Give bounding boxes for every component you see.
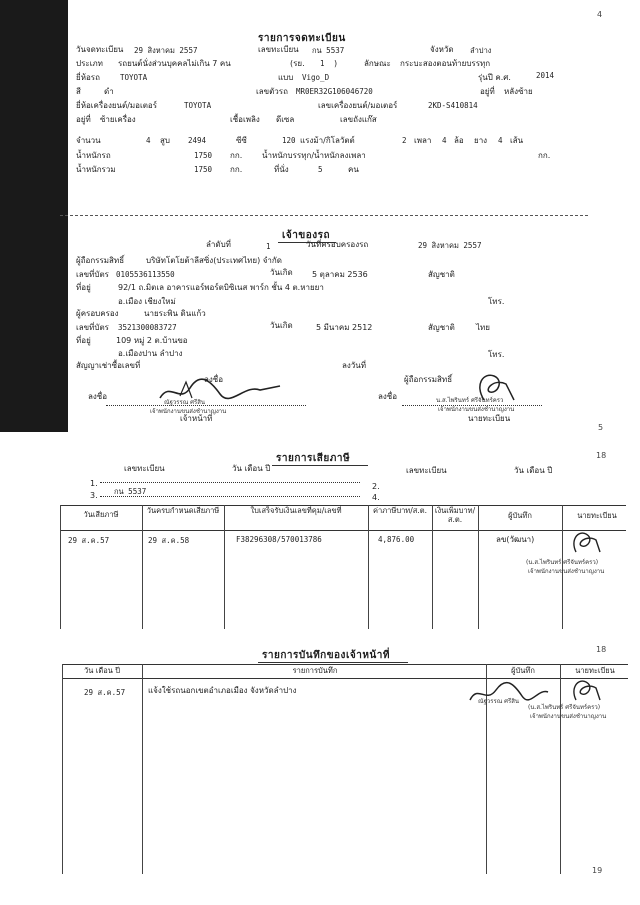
record-date: 29 ส.ค.57	[84, 688, 126, 697]
province-value: ลำปาง	[470, 46, 492, 55]
reg-date-value: 29 สิงหาคม 2557	[134, 46, 198, 55]
page-number-officer: 18	[596, 645, 607, 654]
cylinders-label: สูบ	[160, 136, 170, 145]
tax-amount: 4,876.00	[378, 535, 415, 544]
tax-index-4: 4.	[372, 493, 380, 502]
tax-col-border-5	[478, 505, 479, 629]
sign-label-right: ลงชื่อ	[378, 392, 398, 401]
tax-col-recorder: ผู้บันทึก	[508, 511, 532, 520]
records-col-border-1	[142, 664, 143, 874]
card2-label: เลขที่บัตร	[76, 323, 109, 332]
tel2-label: โทร.	[488, 350, 505, 359]
tires-unit: เส้น	[510, 136, 524, 145]
tax-col-border-0	[60, 505, 61, 629]
address-line-2: อ.เมือง เชียงใหม่	[118, 297, 176, 306]
page-number-tax: 18	[596, 451, 607, 460]
tax-col-amount: ค่าภาษีบาท/ส.ต.	[373, 506, 427, 515]
chassis-location-value: หลังซ้าย	[504, 87, 533, 96]
records-table-header-bottom	[62, 678, 628, 679]
cylinders-value: 4	[146, 136, 151, 145]
body-type-label: ลักษณะ	[364, 59, 391, 68]
total-weight-unit: กก.	[230, 165, 243, 174]
records-col-recorder: ผู้บันทึก	[511, 666, 535, 675]
address2-line-1: 109 หมู่ 2 ต.บ้านขอ	[116, 336, 188, 345]
records-col-border-3	[560, 664, 561, 874]
engine-number-value: 2KD-S410814	[428, 101, 478, 110]
tires-value: 4	[498, 136, 503, 145]
wheels-label: ล้อ	[454, 136, 464, 145]
card-value: 0105536113550	[116, 270, 175, 279]
address-line-1: 92/1 ถ.มิตเล อาคารแอร์พอร์ตบิซิเนส พาร์ก ชั้น 4 ต.หายยา	[118, 283, 324, 292]
brand-value: TOYOTA	[120, 73, 148, 82]
address2-label: ที่อยู่	[76, 336, 91, 345]
load-weight-unit: กก.	[538, 151, 551, 160]
sign-label-officer: ลงชื่อ	[204, 375, 224, 384]
ry-label: (รย.	[290, 59, 305, 68]
tax-col-due: วันครบกำหนดเสียภาษี	[146, 506, 220, 515]
tax-index-1: 1.	[90, 479, 98, 488]
tax-title: รายการเสียภาษี	[276, 453, 351, 464]
tax-index-2: 2.	[372, 482, 380, 491]
card-label: เลขที่บัตร	[76, 270, 109, 279]
birth2-label: วันเกิด	[270, 321, 293, 330]
chassis-location-label: อยู่ที่	[480, 87, 495, 96]
ry-value: 1	[320, 59, 325, 68]
seats-label: ที่นั่ง	[274, 165, 289, 174]
tax-registrar-sub: เจ้าพนักงานขนส่งชำนาญงาน	[528, 568, 605, 575]
officer-sign-line	[106, 405, 306, 406]
seats-value: 5	[318, 165, 323, 174]
occupant-label: ผู้ครอบครอง	[76, 309, 119, 318]
page-number-bottom: 19	[592, 866, 603, 875]
type-value: รถยนต์นั่งส่วนบุคคลไม่เกิน 7 คน	[118, 59, 231, 68]
plate-value: กน 5537	[312, 46, 345, 55]
registration-title: รายการจดทะเบียน	[258, 33, 346, 44]
province-label: จังหวัด	[430, 45, 454, 54]
contract-label: สัญญาเช่าซื้อเลขที่	[76, 361, 141, 370]
officer-records-title: รายการบันทึกของเจ้าหน้าที่	[262, 650, 390, 661]
nationality2-value: ไทย	[476, 323, 490, 332]
contract-date-label: ลงวันที่	[342, 361, 367, 370]
engine-location-label: อยู่ที่	[76, 115, 91, 124]
total-weight-label: น้ำหนักรวม	[76, 165, 116, 174]
model-value: Vigo_D	[302, 73, 330, 82]
cc-value: 2494	[188, 136, 207, 145]
tax-date-header-1: วัน เดือน ปี	[232, 464, 271, 473]
birth-value: 5 ตุลาคม 2536	[312, 270, 368, 279]
model-label: แบบ	[278, 73, 294, 82]
model-year-label: รุ่นปี ค.ศ.	[478, 73, 511, 82]
tax-col-border-2	[224, 505, 225, 629]
occupant-value: นายระพิน ดินแก้ว	[144, 309, 206, 318]
tax-paid-date: 29 ส.ค.57	[68, 536, 110, 545]
record-registrar-signature	[566, 676, 606, 704]
possession-date-value: 29 สิงหาคม 2557	[418, 241, 482, 250]
records-col-date: วัน เดือน ปี	[84, 666, 120, 675]
sign-label-left: ลงชื่อ	[88, 392, 108, 401]
tax-plate-value: กน 5537	[114, 487, 147, 496]
reg-date-label: วันจดทะเบียน	[76, 45, 124, 54]
registrar-sign-line	[402, 405, 542, 406]
total-weight-value: 1750	[194, 165, 213, 174]
ry-close: )	[334, 59, 338, 68]
records-table-top	[62, 664, 628, 665]
engine-brand-value: TOYOTA	[184, 101, 212, 110]
engine-location-value: ซ้ายเครื่อง	[100, 115, 136, 124]
holder-label: ผู้ถือกรรมสิทธิ์	[76, 256, 125, 265]
hp-value: 120	[282, 136, 296, 145]
chassis-value: MR0ER32G106046720	[296, 87, 373, 96]
wheels-value: 4	[442, 136, 447, 145]
records-col-note: รายการบันทึก	[292, 666, 338, 675]
owner-title: เจ้าของรถ	[282, 230, 331, 241]
possession-date-label: วันที่ครอบครองรถ	[306, 240, 369, 249]
page-number-top: 4	[597, 10, 603, 19]
records-col-registrar: นายทะเบียน	[575, 666, 615, 675]
hp-label: แรงม้า/กิโลวัตต์	[300, 136, 355, 145]
tax-recorder: ลข(วัฒนา)	[496, 535, 535, 544]
tel-label: โทร.	[488, 297, 505, 306]
engine-number-label: เลขเครื่องยนต์/มอเตอร์	[318, 101, 398, 110]
tax-due-date: 29 ส.ค.58	[148, 536, 190, 545]
weight-label: น้ำหนักรถ	[76, 151, 111, 160]
registrar-name: น.ส.ไพรินทร์ ศรีจันทร์ครว	[436, 397, 504, 404]
tax-col-border-1	[142, 505, 143, 629]
address2-line-2: อ.เมืองปาน ลำปาง	[118, 349, 183, 358]
holder-value: บริษัทโตโยต้าลีสซิ่ง(ประเทศไทย) จำกัด	[146, 256, 282, 265]
birth2-value: 5 มีนาคม 2512	[316, 323, 373, 332]
body-type-value: กระบะสองตอนท้ายบรรทุก	[400, 59, 491, 68]
scan-edge-bar	[0, 0, 68, 432]
holder-signature-label: ผู้ถือกรรมสิทธิ์	[404, 375, 453, 384]
tax-col-extra: เงินเพิ่มบาท/ส.ต.	[434, 506, 476, 524]
officer-records-title-underline	[258, 662, 408, 663]
page-number-mid: 5	[598, 423, 604, 432]
registrar-role: นายทะเบียน	[468, 414, 511, 423]
tax-col-border-3	[368, 505, 369, 629]
engine-brand-label: ยี่ห้อเครื่องยนต์/มอเตอร์	[76, 101, 158, 110]
record-recorder-name: ณัฐวรรณ ศรีสิน	[478, 698, 519, 705]
gas-tank-label: เลขถังแก๊ส	[340, 115, 377, 124]
nationality2-label: สัญชาติ	[428, 323, 455, 332]
tax-title-underline	[272, 465, 368, 466]
tax-plate-header-1: เลขทะเบียน	[124, 464, 165, 473]
type-label: ประเภท	[76, 59, 103, 68]
seq-label: ลำดับที่	[206, 240, 231, 249]
tires-label: ยาง	[474, 136, 488, 145]
officer-sub: เจ้าพนักงานขนส่งชำนาญงาน	[150, 408, 227, 415]
record-note: แจ้งใช้รถนอกเขตอำเภอเมือง จังหวัดลำปาง	[148, 686, 297, 695]
address-label: ที่อยู่	[76, 283, 91, 292]
color-value: ดำ	[104, 87, 114, 96]
fuel-label: เชื้อเพลิง	[230, 115, 260, 124]
model-year-value: 2014	[536, 71, 555, 80]
tax-receipt-number: F38296308/570013786	[236, 535, 322, 544]
axles-value: 2	[402, 136, 407, 145]
tax-date-header-2: วัน เดือน ปี	[514, 466, 553, 475]
tax-col-paid: วันเสียภาษี	[83, 510, 119, 519]
tax-line-3	[100, 496, 360, 497]
fuel-value: ดีเซล	[276, 115, 295, 124]
chassis-label: เลขตัวรถ	[256, 87, 288, 96]
weight-unit: กก.	[230, 151, 243, 160]
tax-table-header-bottom	[60, 530, 626, 531]
registrar-sub: เจ้าพนักงานขนส่งชำนาญงาน	[438, 406, 515, 413]
color-label: สี	[76, 87, 81, 96]
seats-unit: คน	[348, 165, 359, 174]
cc-label: ซีซี	[236, 136, 247, 145]
plate-label: เลขทะเบียน	[258, 45, 299, 54]
tax-registrar-signature	[566, 528, 606, 556]
tax-col-registrar: นายทะเบียน	[577, 511, 617, 520]
section-separator	[60, 215, 588, 216]
weight-value: 1750	[194, 151, 213, 160]
officer-name: ณัฐวรรณ ศรีสิน	[164, 399, 205, 406]
record-registrar-name: (น.ส.ไพรินทร์ ศรีจันทร์ครว)	[528, 704, 601, 711]
tax-plate-header-2: เลขทะเบียน	[406, 466, 447, 475]
nationality-label: สัญชาติ	[428, 270, 455, 279]
tax-line-1	[100, 482, 360, 483]
quantity-label: จำนวน	[76, 136, 101, 145]
axles-label: เพลา	[414, 136, 432, 145]
seq-value: 1	[266, 242, 271, 251]
tax-registrar-name: (น.ส.ไพรินทร์ ศรีจันทร์ครว)	[526, 559, 599, 566]
tax-index-3: 3.	[90, 491, 98, 500]
records-col-border-0	[62, 664, 63, 874]
load-weight-label: น้ำหนักบรรทุก/น้ำหนักลงเพลา	[262, 151, 366, 160]
card2-value: 3521300083727	[118, 323, 177, 332]
birth-label: วันเกิด	[270, 268, 293, 277]
brand-label: ยี่ห้อรถ	[76, 73, 100, 82]
tax-col-receipt: ใบเสร็จรับเงินเลขที่คุม/เลขที่	[250, 506, 342, 515]
record-registrar-sub: เจ้าพนักงานขนส่งชำนาญงาน	[530, 713, 607, 720]
officer-role: เจ้าหน้าที่	[180, 414, 213, 423]
